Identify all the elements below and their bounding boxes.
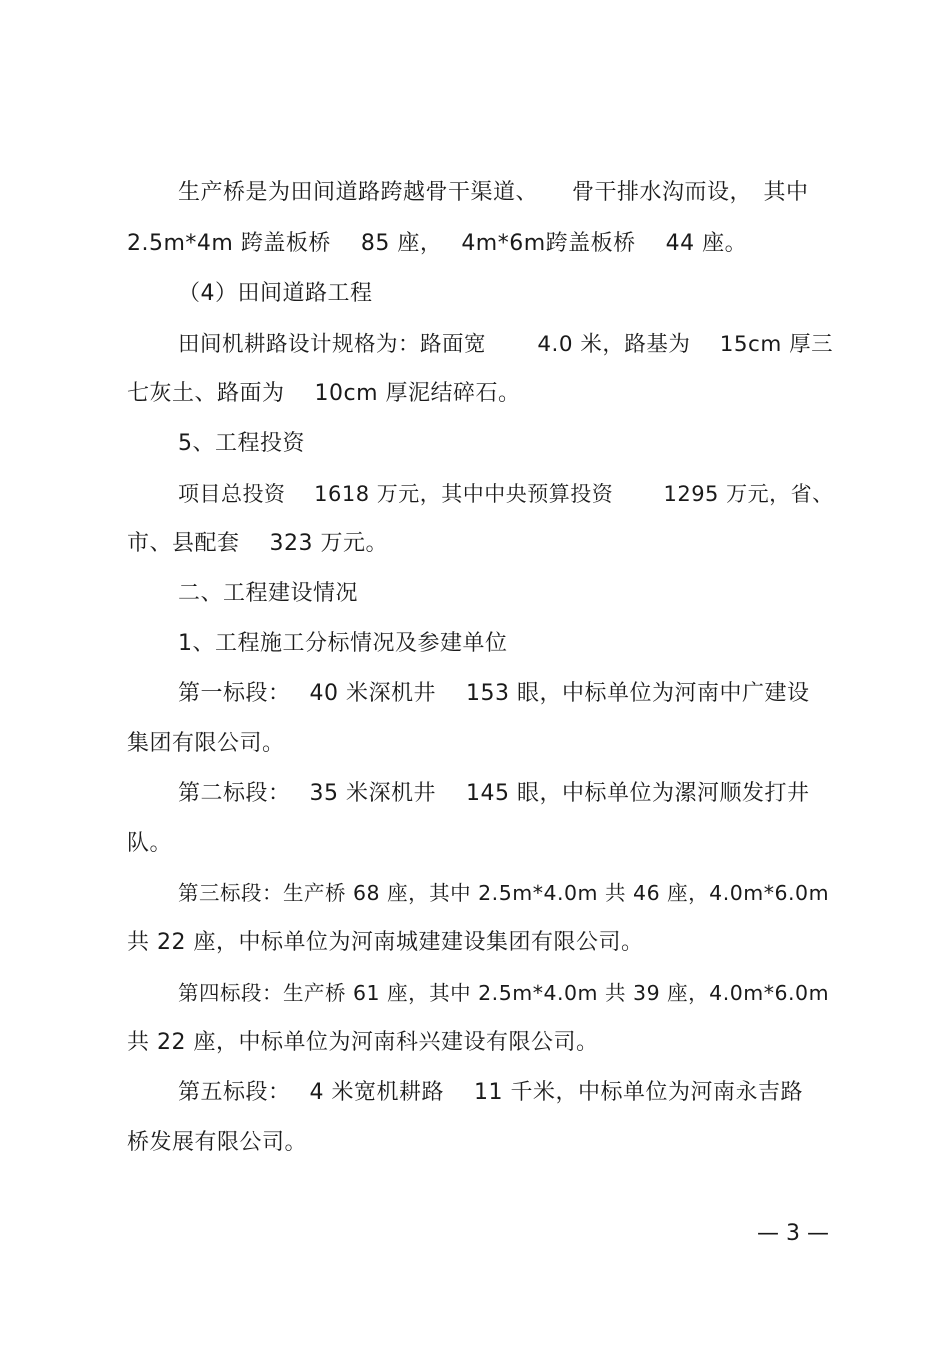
paragraph-line: 第一标段： 40 米深机井 153 眼，中标单位为河南中广建设 [178,681,810,706]
section-heading: 二、工程建设情况 [178,581,359,606]
section-heading: （4）田间道路工程 [178,281,373,306]
section-heading: 1、工程施工分标情况及参建单位 [178,631,508,656]
paragraph-line: 共 22 座，中标单位为河南科兴建设有限公司。 [127,1030,599,1055]
paragraph-line: 第三标段：生产桥 68 座，其中 2.5m*4.0m 共 46 座，4.0m*6.0m [178,881,830,905]
paragraph-line: 生产桥是为田间道路跨越骨干渠道、 骨干排水沟而设， 其中 [178,180,809,205]
paragraph-line: 2.5m*4m 跨盖板桥 85 座， 4m*6m跨盖板桥 44 座。 [127,231,748,256]
paragraph-line: 市、县配套 323 万元。 [127,531,388,556]
paragraph-line: 第四标段：生产桥 61 座，其中 2.5m*4.0m 共 39 座，4.0m*6.0m [178,981,830,1005]
paragraph-line: 集团有限公司。 [127,731,285,756]
page-number: — 3 — [757,1221,829,1246]
paragraph-line: 项目总投资 1618 万元，其中中央预算投资 1295 万元，省、 [178,482,834,506]
paragraph-line: 共 22 座，中标单位为河南城建建设集团有限公司。 [127,930,644,955]
paragraph-line: 第五标段： 4 米宽机耕路 11 千米，中标单位为河南永吉路 [178,1080,803,1105]
paragraph-line: 七灰土、路面为 10cm 厚泥结碎石。 [127,381,521,406]
paragraph-line: 队。 [127,831,173,856]
section-heading: 5、工程投资 [178,431,305,456]
paragraph-line: 第二标段： 35 米深机井 145 眼，中标单位为漯河顺发打井 [178,781,810,806]
paragraph-line: 田间机耕路设计规格为：路面宽 4.0 米，路基为 15cm 厚三 [178,332,834,357]
paragraph-line: 桥发展有限公司。 [127,1130,308,1155]
